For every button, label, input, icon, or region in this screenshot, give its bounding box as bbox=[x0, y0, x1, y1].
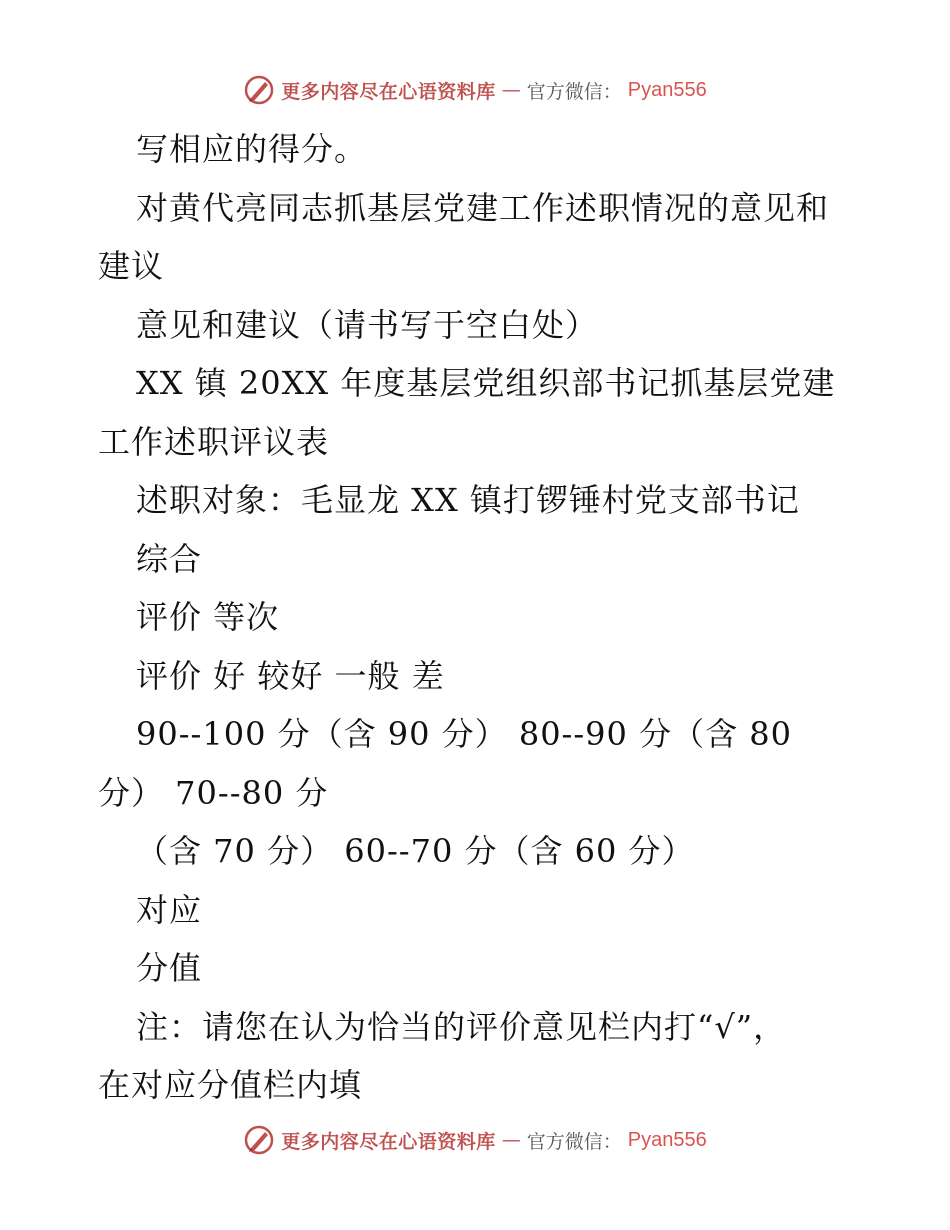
text-line: 评价 等次 bbox=[136, 598, 280, 636]
watermark-text: 更多内容尽在心语资料库 bbox=[281, 80, 496, 103]
watermark-wechat-label: 官方微信： bbox=[526, 1130, 622, 1153]
text-line: 90--100 分（含 90 分） 80--90 分（含 80 bbox=[136, 715, 792, 753]
text-line: 建议 bbox=[98, 247, 165, 285]
text-line: 工作述职评议表 bbox=[98, 422, 330, 461]
pen-logo-icon bbox=[243, 74, 275, 106]
text-line: 写相应的得分。 bbox=[136, 130, 368, 168]
watermark-dash: — bbox=[501, 79, 521, 101]
text-line: 意见和建议（请书写于空白处） bbox=[136, 305, 599, 344]
watermark-text: 更多内容尽在心语资料库 bbox=[281, 1130, 496, 1153]
text-line: （含 70 分） 60--70 分（含 60 分） bbox=[136, 832, 695, 870]
text-line: 在对应分值栏内填 bbox=[98, 1066, 363, 1104]
pen-logo-icon bbox=[243, 1124, 275, 1156]
watermark-wechat-id: Pyan556 bbox=[627, 1128, 707, 1151]
watermark-dash: — bbox=[501, 1129, 521, 1151]
text-line: 分） 70--80 分 bbox=[98, 773, 329, 812]
text-line: 述职对象：毛显龙 XX 镇打锣锤村党支部书记 bbox=[136, 481, 800, 519]
header-watermark bbox=[0, 70, 950, 110]
watermark-wechat-label: 官方微信： bbox=[526, 80, 622, 103]
text-line: 分值 bbox=[136, 949, 203, 987]
watermark-wechat-id: Pyan556 bbox=[627, 78, 707, 101]
text-line: XX 镇 20XX 年度基层党组织部书记抓基层党建 bbox=[136, 364, 836, 402]
text-line: 综合 bbox=[136, 539, 203, 578]
text-line: 对应 bbox=[136, 890, 203, 929]
footer-watermark bbox=[0, 1120, 950, 1160]
text-line: 注：请您在认为恰当的评价意见栏内打“√”， bbox=[136, 1007, 787, 1046]
text-line: 评价 好 较好 一般 差 bbox=[136, 656, 445, 695]
text-line: 对黄代亮同志抓基层党建工作述职情况的意见和 bbox=[136, 188, 830, 227]
document-body bbox=[98, 120, 858, 1115]
